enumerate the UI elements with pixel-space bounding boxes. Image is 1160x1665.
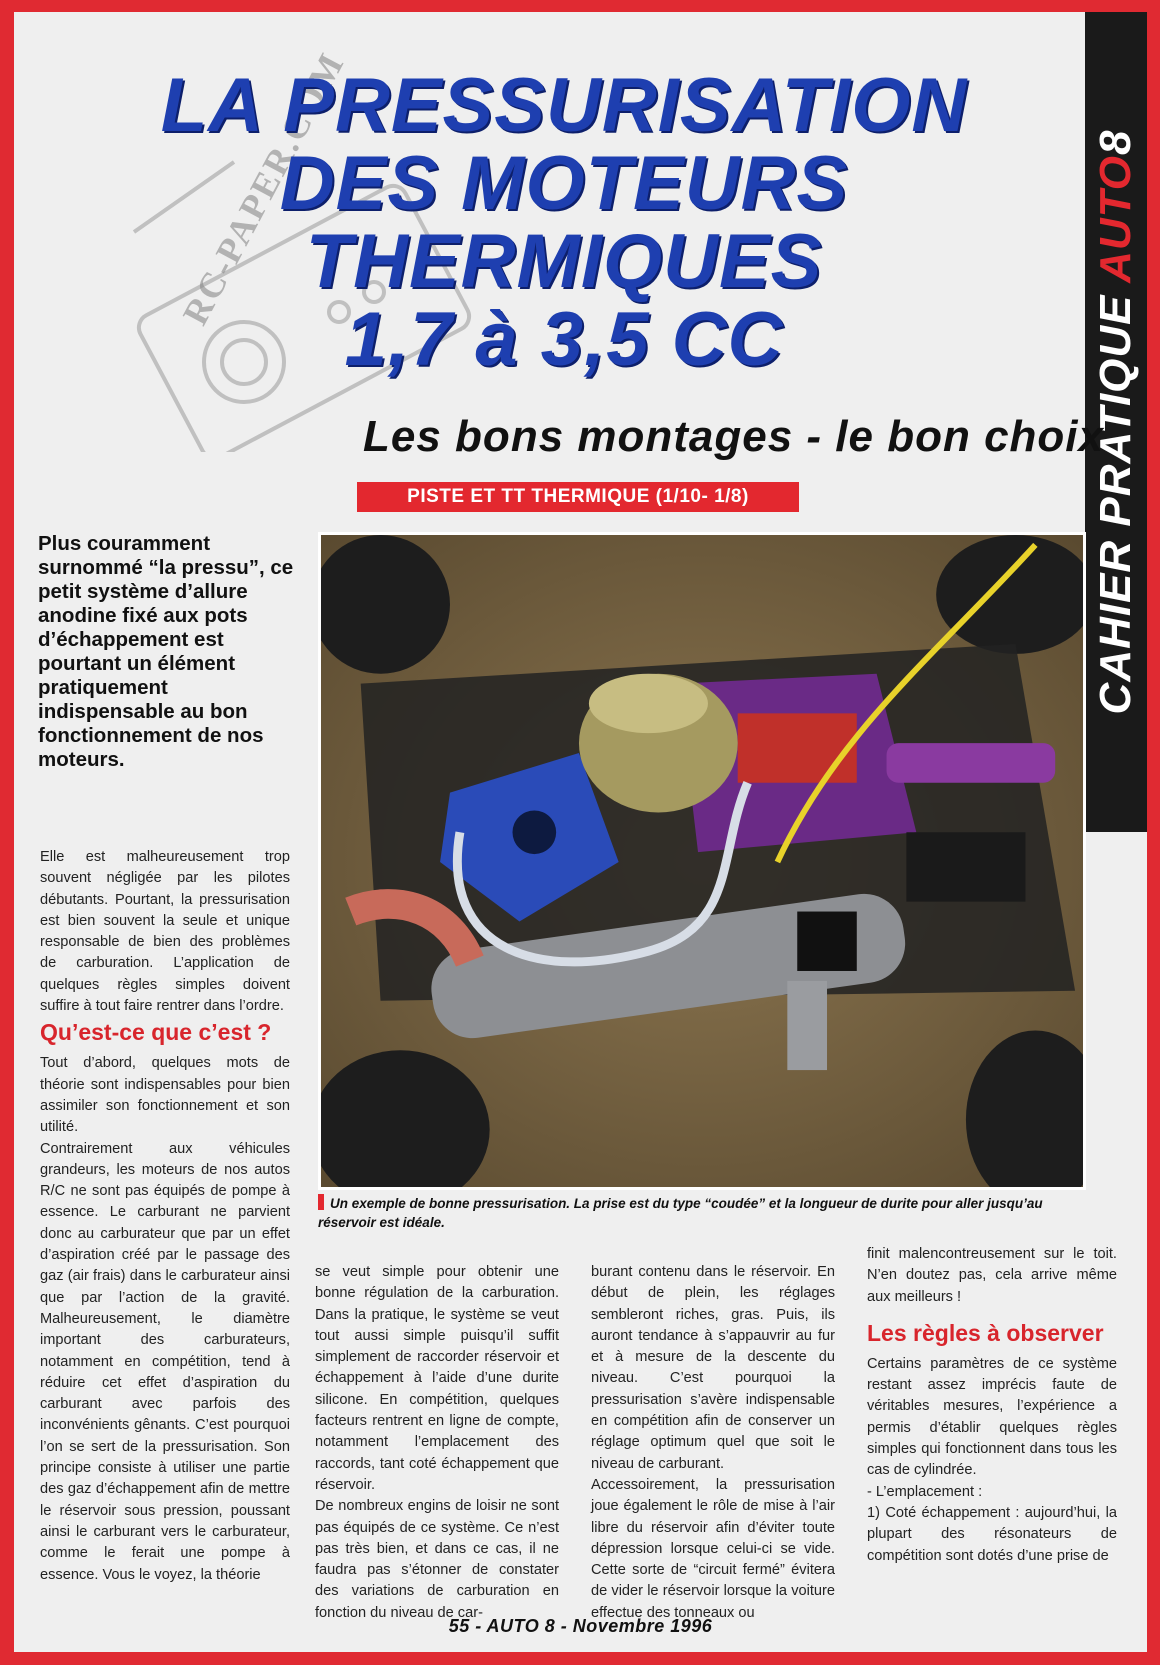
caption-text: Un exemple de bonne pressurisation. La prise est du type “coudée” et la longueur de durite pour aller jusqu’au réservoir est idéale. xyxy=(318,1196,1043,1230)
column-4 xyxy=(867,1244,1117,1567)
engine-photo-illustration xyxy=(321,535,1083,1187)
title-line-3: THERMIQUES xyxy=(305,219,823,304)
col3-paragraph-1: burant contenu dans le réservoir. En début de plein, les réglages sembleront riches, gras. Puis, ils auront tendance à s’appauvrir au fur et à mesure de la descente du niveau. C’est pourquoi la pressurisation s’avère indispensable en compétition afin de conserver un réglage optimum quel que soit le niveau de carburant. xyxy=(591,1264,835,1472)
article-lead: Plus couramment surnommé “la pressu”, ce petit système d’allure anodine fixé aux pots d’échappement est pourtant un élément pratiquement indispensable au bon fonctionnement de nos moteurs. xyxy=(38,532,294,771)
col2-paragraph-2: De nombreux engins de loisir ne sont pas équipés de ce système. Ce n’est pas très bien, et dans ce cas, il ne faudra pas s’étonner de constater des variations de carburation en fonction du niveau de car- xyxy=(315,1498,559,1621)
title-line-4: 1,7 à 3,5 CC xyxy=(344,297,784,382)
col3-paragraph-2: Accessoirement, la pressurisation joue également le rôle de mise à l’air libre du réservoir afin d’éviter toute dépression lorsque celui-ci se vide. Cette sorte de “circuit fermé” évitera de vider le réservoir lorsque la voiture effectue des tonneaux ou xyxy=(591,1476,835,1621)
col1-paragraph-1: Elle est malheureusement trop souvent négligée par les pilotes débutants. Pourtant, la pressurisation est bien souvent la seule et unique responsable de bien des problèmes de carburation. L’application de quelques règles simples doivent suffire à tout faire rentrer dans l’ordre. xyxy=(40,849,290,1015)
title-line-1: LA PRESSURISATION xyxy=(160,63,968,148)
col2-paragraph-1: se veut simple pour obtenir une bonne régulation de la carburation. Dans la pratique, le système se veut tout aussi simple puisqu’il suffit simplement de raccorder réservoir et échappement à l’aide d’une durite silicone. En compétition, quelques facteurs rentrent en ligne de compte, notamment l’emplacement des raccords, tant coté échappement que réservoir. xyxy=(315,1264,559,1493)
magazine-page xyxy=(14,12,1147,1652)
column-3 xyxy=(591,1262,835,1624)
column-2 xyxy=(315,1262,559,1624)
section-prefix: CAHIER PRATIQUE xyxy=(1091,282,1140,715)
page-footer: 55 - AUTO 8 - Novembre 1996 xyxy=(448,1616,713,1636)
col1-paragraph-3: Contrairement aux véhicules grandeurs, les moteurs de nos autos R/C ne sont pas équipés de pompe à essence. Le carburant ne parvient donc au carburateur que par un effet d’aspiration créé par le passage des gaz (air frais) dans le carburateur ainsi que par l’action de la gravité. Malheureusement, le diamètre important des carburateurs, notamment en compétition, tend à réduire cet effet d’aspiration du carburant avec parfois des inconvénients gênants. C’est pourquoi l’on se sert de la pressurisation. Son principe consiste à utiliser une partie des gaz d’échappement afin de mettre le réservoir sous pression, poussant ainsi le carburant vers le carburateur, comme le ferait une pompe à essence. Vous le voyez, la théorie xyxy=(40,1140,290,1583)
title-line-2: DES MOTEURS xyxy=(279,141,849,226)
column-1 xyxy=(40,847,290,1586)
article-subtitle: Les bons montages - le bon choix xyxy=(363,412,1104,461)
col4-paragraph-4: 1) Coté échappement : aujourd’hui, la plupart des résonateurs de compétition sont dotés d’une prise de xyxy=(867,1504,1117,1564)
heading-quest-ce-que-cest: Qu’est-ce que c’est ? xyxy=(40,1019,272,1046)
col4-paragraph-1: finit malencontreusement sur le toit. N’en doutez pas, cela arrive même aux meilleurs ! xyxy=(867,1246,1117,1305)
heading-regles-a-observer: Les règles à observer xyxy=(867,1319,1104,1346)
category-banner: PISTE ET TT THERMIQUE (1/10- 1/8) xyxy=(357,482,799,512)
section-brand: AUTO xyxy=(1091,155,1140,283)
photo-caption xyxy=(318,1194,1088,1232)
col4-paragraph-3: - L’emplacement : xyxy=(867,1483,983,1500)
section-number: 8 xyxy=(1091,129,1140,156)
engine-photo xyxy=(318,532,1086,1190)
col1-paragraph-2: Tout d’abord, quelques mots de théorie sont indispensables pour bien assimiler son fonctionnement et son utilité. xyxy=(40,1055,290,1136)
watermark-text: RC-PAPER.COM xyxy=(174,45,353,332)
col4-paragraph-2: Certains paramètres de ce système restant assez imprécis faute de véritables mesures, l’expérience a permis d’établir quelques règles simples qui fonctionnent dans tous les cas de cylindrée. xyxy=(867,1355,1117,1479)
caption-marker xyxy=(318,1194,324,1210)
article-title xyxy=(64,63,1064,382)
